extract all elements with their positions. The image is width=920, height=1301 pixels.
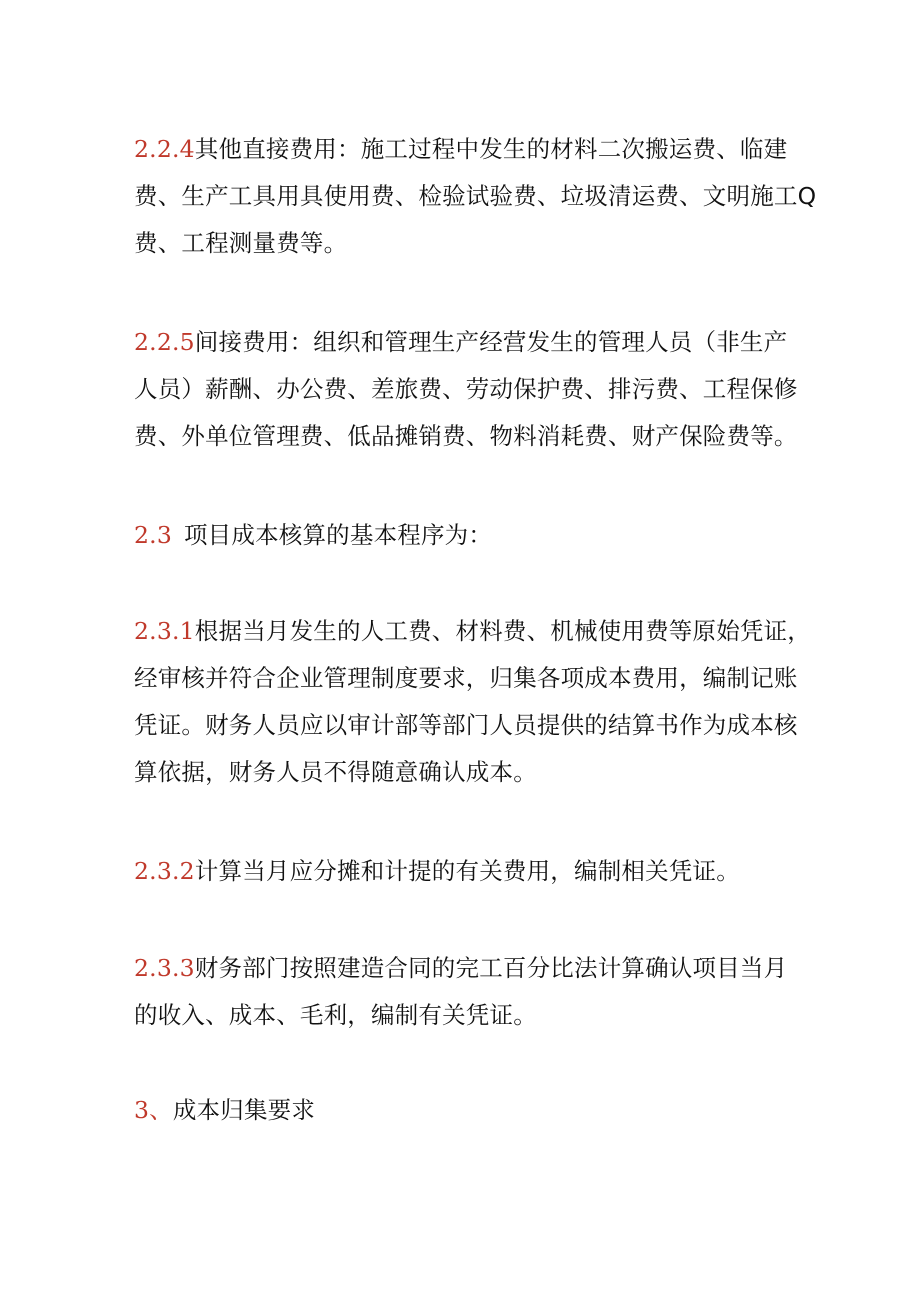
paragraph-2-2-4 [134,126,817,267]
section-number: 2.2.4 [134,135,195,163]
line-text: 计算当月应分摊和计提的有关费用，编制相关凭证。 [194,857,740,885]
line-text: 的收入、成本、毛利，编制有关凭证。 [134,1001,537,1029]
paragraph-line [134,848,804,895]
paragraph-2-3-2 [134,848,804,895]
paragraph-line [134,126,804,173]
paragraph-line [134,319,804,366]
paragraph-2-3-3 [134,945,804,1039]
paragraph-line [134,1087,804,1134]
section-number: 3、 [134,1096,173,1124]
section-number: 2.2.5 [134,328,195,356]
section-number: 2.3.1 [134,617,195,645]
line-text: 间接费用：组织和管理生产经营发生的管理人员（非生产 [194,328,788,356]
line-text: 根据当月发生的人工费、材料费、机械使用费等原始凭证， [194,617,811,645]
paragraph-2-3 [134,512,804,559]
line-text: 经审核并符合企业管理制度要求，归集各项成本费用，编制记账 [134,664,798,692]
paragraph-line [134,945,804,992]
heading-text: 成本归集要求 [172,1096,316,1124]
line-text: 人员）薪酬、办公费、差旅费、劳动保护费、排污费、工程保修 [134,375,798,403]
paragraph-2-2-5 [134,319,804,460]
paragraph-line [134,608,811,655]
line-text: 凭证。财务人员应以审计部等部门人员提供的结算书作为成本核 [134,711,798,739]
section-number: 2.3.2 [134,857,195,885]
paragraph-line [134,512,804,559]
section-number: 2.3.3 [134,954,195,982]
line-text: 算依据，财务人员不得随意确认成本。 [134,758,537,786]
line-text: 费、外单位管理费、低品摊销费、物料消耗费、财产保险费等。 [134,422,798,450]
paragraph-2-3-1 [134,608,811,796]
section-heading-3 [134,1087,804,1134]
line-text: 其他直接费用：施工过程中发生的材料二次搬运费、临建 [194,135,788,163]
line-text: 项目成本核算的基本程序为： [183,521,493,549]
line-text: 财务部门按照建造合同的完工百分比法计算确认项目当月 [194,954,788,982]
line-text: 费、生产工具用具使用费、检验试验费、垃圾清运费、文明施工Q [134,182,817,210]
section-number: 2.3 [134,521,172,549]
line-text: 费、工程测量费等。 [134,229,348,257]
